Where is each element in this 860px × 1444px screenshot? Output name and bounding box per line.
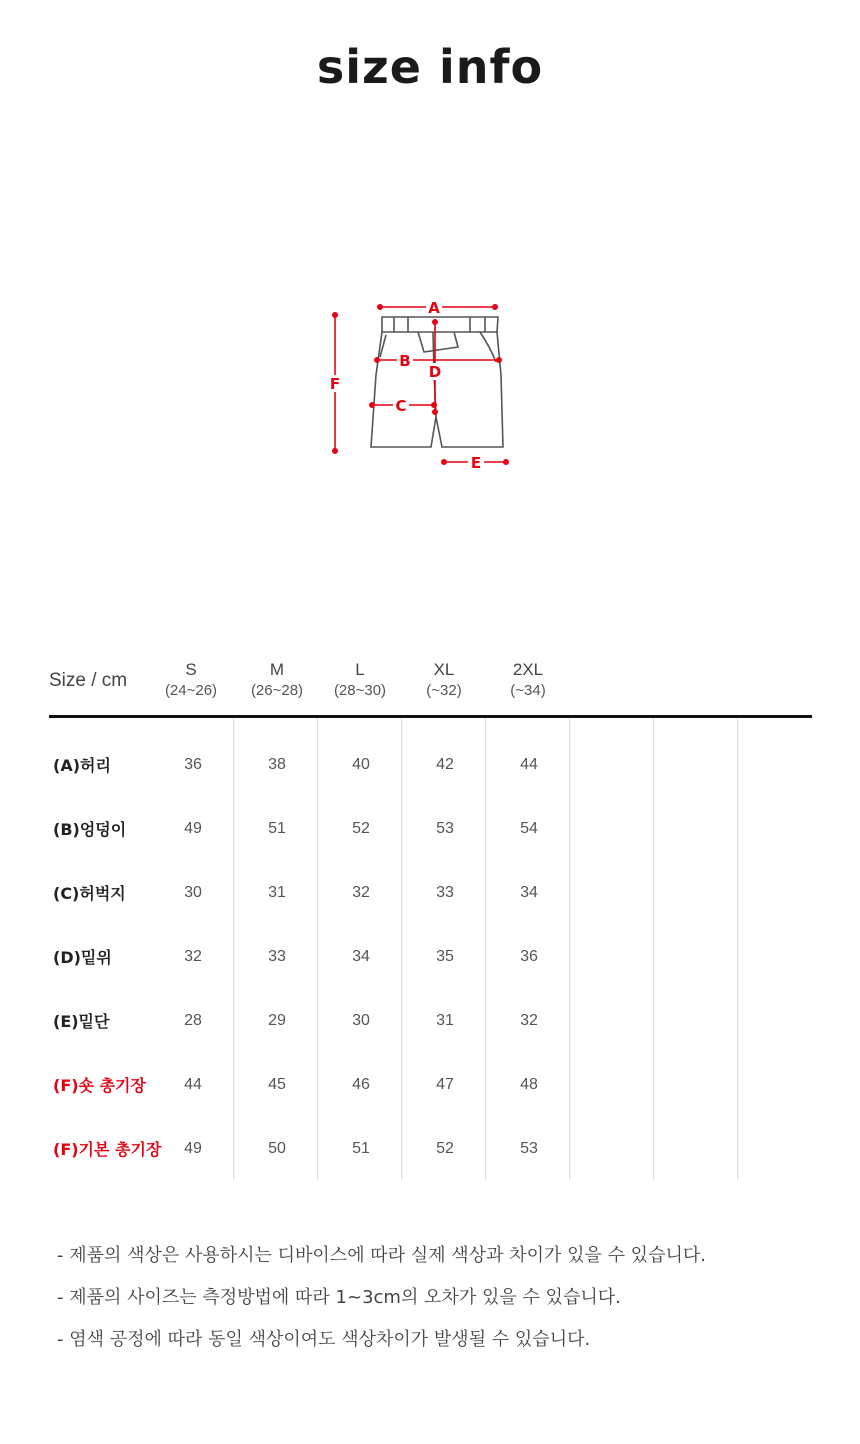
row-label: (B)엉덩이 <box>53 820 127 839</box>
table-cell: 32 <box>520 1012 538 1029</box>
row-label: (A)허리 <box>53 756 111 775</box>
table-cell: 54 <box>520 820 538 837</box>
table-cell: 45 <box>268 1076 286 1093</box>
table-cell: 36 <box>184 756 202 773</box>
table-cell: 31 <box>268 884 286 901</box>
table-cell: 38 <box>268 756 286 773</box>
label-e: E <box>470 454 482 472</box>
table-cell: 30 <box>184 884 202 901</box>
label-d: D <box>428 363 442 381</box>
row-label: (E)밑단 <box>53 1012 110 1031</box>
table-cell: 46 <box>352 1076 370 1093</box>
shorts-outline-icon <box>371 317 503 447</box>
table-cell: 51 <box>352 1140 370 1157</box>
size-header-2xl: 2XL (~34) <box>510 660 546 699</box>
table-cell: 51 <box>268 820 286 837</box>
table-cell: 50 <box>268 1140 286 1157</box>
table-row-short-length <box>49 1073 812 1137</box>
table-cell: 33 <box>436 884 454 901</box>
label-b: B <box>399 352 411 370</box>
table-cell: 32 <box>184 948 202 965</box>
table-cell: 52 <box>352 820 370 837</box>
table-cell: 29 <box>268 1012 286 1029</box>
table-cell: 35 <box>436 948 454 965</box>
table-cell: 44 <box>184 1076 202 1093</box>
size-header-s: S (24~26) <box>164 660 218 699</box>
table-cell: 49 <box>184 1140 202 1157</box>
table-row-rise <box>49 945 812 1009</box>
row-label: (C)허벅지 <box>53 884 126 903</box>
table-cell: 52 <box>436 1140 454 1157</box>
label-f: F <box>329 375 341 393</box>
table-row-hem <box>49 1009 812 1073</box>
label-c: C <box>395 397 407 415</box>
label-a: A <box>428 299 440 317</box>
table-row-hip <box>49 817 812 881</box>
table-cell: 48 <box>520 1076 538 1093</box>
table-cell: 31 <box>436 1012 454 1029</box>
notice-item: - 염색 공정에 따라 동일 색상이여도 색상차이가 발생될 수 있습니다. <box>57 1329 591 1350</box>
table-cell: 44 <box>520 756 538 773</box>
page-title: size info <box>316 40 544 94</box>
table-cell: 53 <box>436 820 454 837</box>
table-cell: 30 <box>352 1012 370 1029</box>
table-cell: 47 <box>436 1076 454 1093</box>
row-label: (F)숏 총기장 <box>53 1076 146 1095</box>
size-unit-label: Size / cm <box>49 670 128 691</box>
row-label: (D)밑위 <box>53 948 112 967</box>
table-cell: 34 <box>352 948 370 965</box>
notice-item: - 제품의 사이즈는 측정방법에 따라 1~3cm의 오차가 있을 수 있습니다. <box>57 1287 621 1308</box>
table-cell: 33 <box>268 948 286 965</box>
table-cell: 34 <box>520 884 538 901</box>
shorts-measurement-diagram <box>320 295 540 475</box>
table-row-thigh <box>49 881 812 945</box>
size-header-m: M (26~28) <box>250 660 304 699</box>
table-cell: 49 <box>184 820 202 837</box>
notice-list <box>57 1242 706 1368</box>
size-table-header <box>49 655 812 715</box>
size-header-xl: XL (~32) <box>426 660 462 699</box>
row-label: (F)기본 총기장 <box>53 1140 162 1159</box>
table-header-divider <box>49 715 812 718</box>
table-row-waist <box>49 753 812 817</box>
size-header-l: L (28~30) <box>333 660 387 699</box>
table-cell: 36 <box>520 948 538 965</box>
table-row-regular-length <box>49 1137 812 1201</box>
table-cell: 32 <box>352 884 370 901</box>
notice-item: - 제품의 색상은 사용하시는 디바이스에 따라 실제 색상과 차이가 있을 수 있습니다. <box>57 1245 706 1266</box>
table-cell: 40 <box>352 756 370 773</box>
table-cell: 42 <box>436 756 454 773</box>
table-cell: 53 <box>520 1140 538 1157</box>
table-cell: 28 <box>184 1012 202 1029</box>
